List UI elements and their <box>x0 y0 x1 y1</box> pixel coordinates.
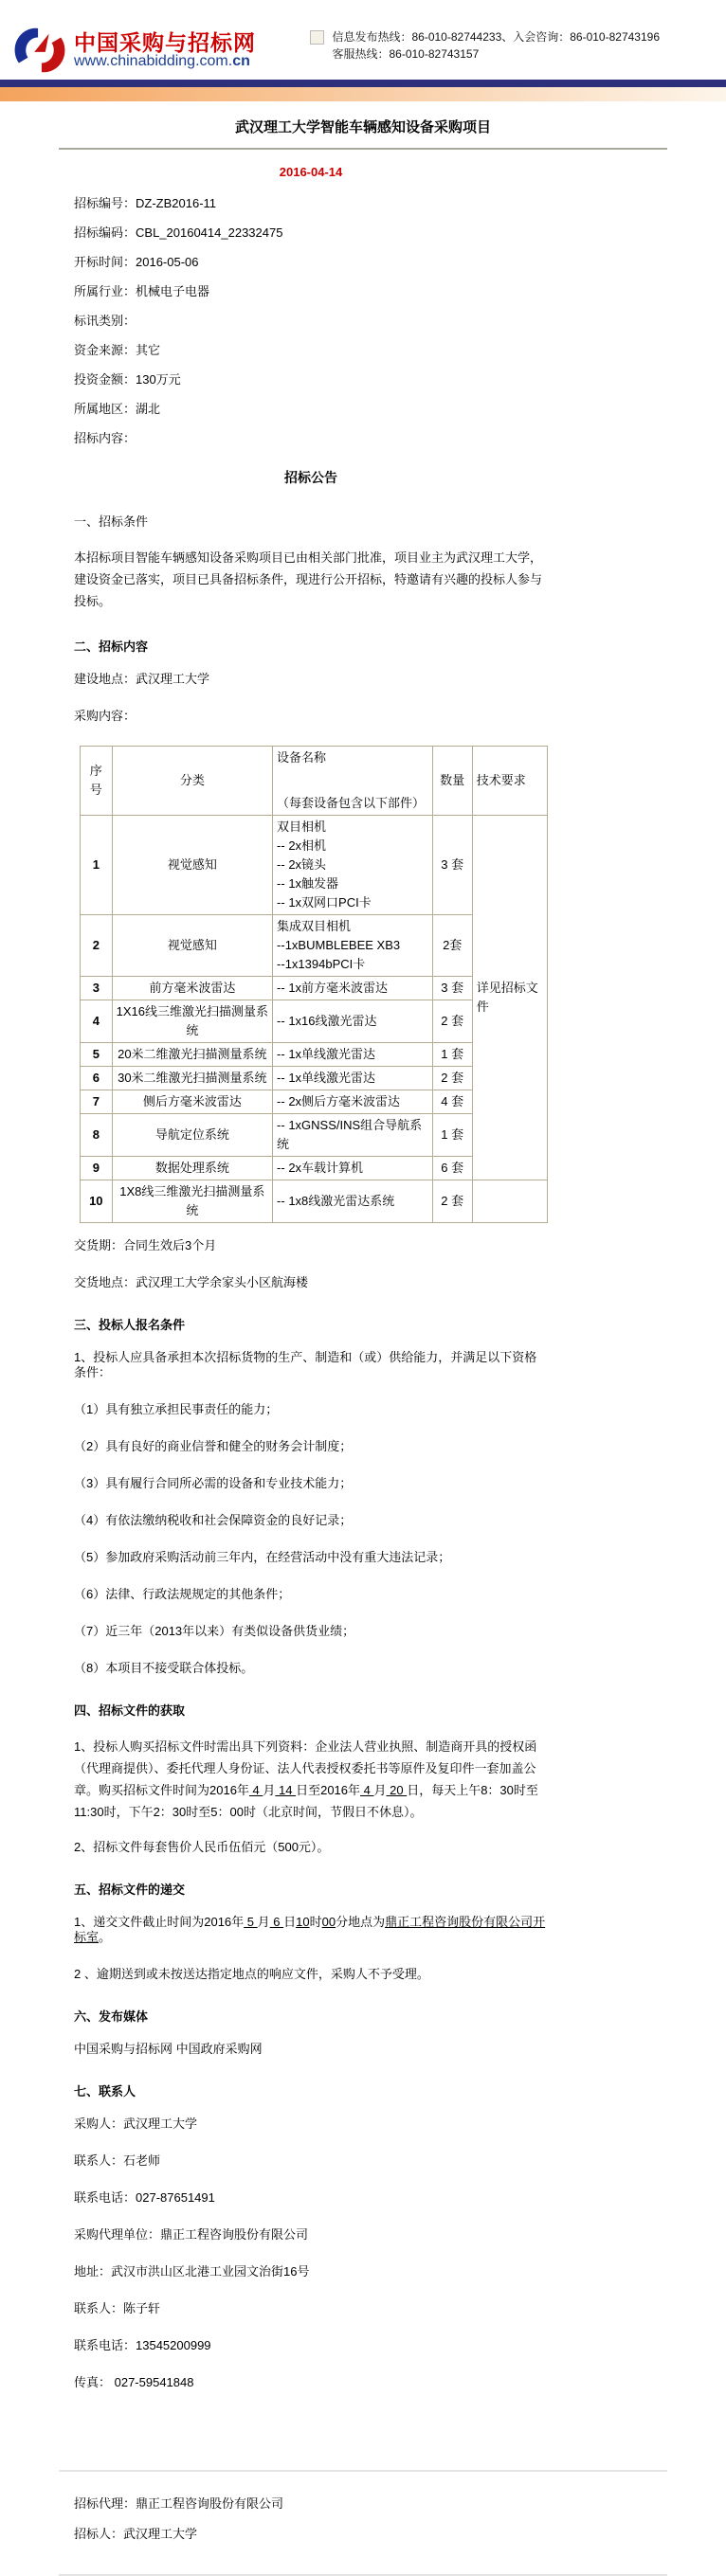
meta-label: 开标时间： <box>74 255 136 269</box>
row-no: 2 <box>81 915 113 977</box>
site-url-main: www.chinabidding.com. <box>74 52 233 69</box>
text-run: 日 <box>283 1915 297 1929</box>
meta-label: 招标内容： <box>74 431 136 445</box>
meta-industry <box>74 284 548 298</box>
footer-agent-line: 招标代理：鼎正工程咨询股份有限公司 <box>74 2496 284 2511</box>
row-device: -- 1x前方毫米波雷达 <box>273 977 433 1000</box>
site-url-tld: cn <box>232 52 250 69</box>
row-no: 1 <box>81 816 113 915</box>
row-device: -- 2x车载计算机 <box>273 1157 433 1180</box>
underlined-value: 00 <box>321 1915 336 1929</box>
meta-label: 招标编号： <box>74 196 136 210</box>
section3-heading: 三、投标人报名条件 <box>74 1318 186 1332</box>
row-no: 5 <box>81 1043 113 1067</box>
qualification-item: （3）具有履行合同所必需的设备和专业技术能力； <box>74 1476 353 1490</box>
site-header <box>0 0 726 80</box>
qualification-item: （2）具有良好的商业信誉和健全的财务会计制度； <box>74 1439 353 1453</box>
row-qty: 2 套 <box>432 1000 472 1043</box>
meta-region <box>74 402 548 416</box>
row-no: 3 <box>81 977 113 1000</box>
row-qty: 3 套 <box>432 816 472 915</box>
meta-label: 投资金额： <box>74 372 136 387</box>
section5-paragraph1 <box>74 1915 548 1945</box>
footer-tenderee-line: 招标人：武汉理工大学 <box>74 2527 198 2541</box>
tech-req-note-cell: 详见招标文件 <box>472 816 547 1180</box>
section5-heading: 五、招标文件的递交 <box>74 1882 186 1897</box>
meta-investment <box>74 372 548 387</box>
publish-media-line: 中国采购与招标网 中国政府采购网 <box>74 2042 263 2056</box>
text-run: 日至2016年 <box>296 1783 361 1797</box>
contact-agency: 采购代理单位：鼎正工程咨询股份有限公司 <box>74 2227 309 2242</box>
row-device: -- 1x8线激光雷达系统 <box>273 1180 433 1223</box>
underlined-value: 5 <box>244 1915 258 1929</box>
row-no: 9 <box>81 1157 113 1180</box>
hotline-line-2: 客服热线：86-010-82743157 <box>332 47 480 61</box>
row-no: 7 <box>81 1090 113 1114</box>
section1-paragraph: 本招标项目智能车辆感知设备采购项目已由相关部门批准，项目业主为武汉理工大学，建设资金已落实，项目已具备招标条件，现进行公开招标，特邀请有兴趣的投标人参与投标。 <box>74 550 543 608</box>
meta-notice-type <box>74 314 548 328</box>
meta-tender-code <box>74 225 548 240</box>
row-category: 导航定位系统 <box>112 1114 272 1157</box>
table-row <box>81 816 548 915</box>
row-qty: 2 套 <box>432 1180 472 1223</box>
row-category: 30米二维激光扫描测量系统 <box>112 1067 272 1090</box>
row-device: -- 2x侧后方毫米波雷达 <box>273 1090 433 1114</box>
section3-intro: 1、投标人应具备承担本次招标货物的生产、制造和（或）供给能力，并满足以下资格条件： <box>74 1350 537 1379</box>
row-qty: 2 套 <box>432 1067 472 1090</box>
meta-value: DZ-ZB2016-11 <box>136 196 217 210</box>
row-category: 视觉感知 <box>112 915 272 977</box>
text-run: 分地点为 <box>336 1915 386 1929</box>
meta-label: 所属行业： <box>74 284 136 298</box>
section1-heading: 一、招标条件 <box>74 514 149 529</box>
section4-paragraph2: 2、招标文件每套售价人民币伍佰元（500元）。 <box>74 1840 330 1854</box>
meta-label: 所属地区： <box>74 402 136 416</box>
qualification-item: （4）有依法缴纳税收和社会保障资金的良好记录； <box>74 1513 353 1527</box>
contact-address: 地址：武汉市洪山区北港工业园文治街16号 <box>74 2264 310 2279</box>
document-footer <box>59 2470 667 2576</box>
row-no: 6 <box>81 1067 113 1090</box>
underlined-value: 10 <box>296 1915 310 1929</box>
device-line: -- 2x镜头 <box>277 857 327 872</box>
row-qty: 1 套 <box>432 1043 472 1067</box>
underlined-bid-room: 鼎正工程咨询股份有限公司开标室 <box>74 1915 546 1944</box>
meta-value: CBL_20160414_22332475 <box>136 225 283 240</box>
qualification-item: （6）法律、行政法规规定的其他条件； <box>74 1587 291 1601</box>
site-logo-text <box>74 31 256 70</box>
row-device: -- 1x单线激光雷达 <box>273 1067 433 1090</box>
row-category: 数据处理系统 <box>112 1157 272 1180</box>
row-qty: 3 套 <box>432 977 472 1000</box>
meta-value: 机械电子电器 <box>136 284 210 298</box>
page-title: 武汉理工大学智能车辆感知设备采购项目 <box>234 119 491 135</box>
device-line: -- 1x触发器 <box>277 876 339 891</box>
row-qty: 6 套 <box>432 1157 472 1180</box>
row-device <box>273 915 433 977</box>
orange-gradient-bar <box>0 87 726 101</box>
row-no: 4 <box>81 1000 113 1043</box>
meta-tender-number <box>74 196 548 210</box>
hotline-block <box>310 28 713 76</box>
qualification-item: （5）参加政府采购活动前三年内，在经营活动中没有重大违法记录； <box>74 1550 451 1564</box>
hotline-line-1: 信息发布热线：86-010-82744233、入会咨询：86-010-82743196 <box>332 30 660 44</box>
meta-label: 招标编码： <box>74 225 136 240</box>
qualification-item: （7）近三年（2013年以来）有类似设备供货业绩； <box>74 1624 355 1638</box>
device-line: --1xBUMBLEBEE XB3 <box>277 938 401 952</box>
col-header-no: 序号 <box>81 747 113 816</box>
text-run: 。 <box>99 1930 112 1944</box>
row-device: -- 1x16线激光雷达 <box>273 1000 433 1043</box>
delivery-place-line: 交货地点：武汉理工大学余家头小区航海楼 <box>74 1275 309 1289</box>
underlined-value: 6 <box>269 1915 284 1929</box>
site-logo[interactable] <box>11 25 256 76</box>
section5-paragraph2: 2 、逾期送到或未按送达指定地点的响应文件，采购人不予受理。 <box>74 1967 429 1981</box>
col-header-category: 分类 <box>112 747 272 816</box>
meta-value: 其它 <box>136 343 161 357</box>
row-category: 视觉感知 <box>112 816 272 915</box>
table-row <box>81 1180 548 1223</box>
contact-fax: 传真： 027-59541848 <box>74 2375 194 2389</box>
site-url <box>74 54 256 70</box>
row-qty: 2套 <box>432 915 472 977</box>
row-category: 1X8线三维激光扫描测量系统 <box>112 1180 272 1223</box>
publish-date: 2016-04-14 <box>279 165 343 179</box>
equipment-table <box>80 746 548 1223</box>
meta-value: 130万元 <box>136 372 181 387</box>
col-header-qty: 数量 <box>432 747 472 816</box>
device-line: -- 2x相机 <box>277 838 327 853</box>
qualification-item: （1）具有独立承担民事责任的能力； <box>74 1402 279 1416</box>
text-run: 月 <box>373 1783 387 1797</box>
row-qty: 4 套 <box>432 1090 472 1114</box>
meta-value: 湖北 <box>136 402 161 416</box>
underlined-value: 4 <box>360 1783 374 1797</box>
col-header-tech: 技术要求 <box>472 747 547 816</box>
row-device: -- 1x单线激光雷达 <box>273 1043 433 1067</box>
text-run: 月 <box>263 1783 276 1797</box>
row-category: 20米二维激光扫描测量系统 <box>112 1043 272 1067</box>
build-site-line: 建设地点：武汉理工大学 <box>74 672 210 686</box>
notice-heading: 招标公告 <box>284 470 337 485</box>
device-line: -- 1x双网口PCI卡 <box>277 895 372 910</box>
meta-fund-source <box>74 343 548 357</box>
device-line: --1x1394bPCI卡 <box>277 957 366 971</box>
row-category: 侧后方毫米波雷达 <box>112 1090 272 1114</box>
contact-purchaser: 采购人：武汉理工大学 <box>74 2117 198 2131</box>
section6-heading: 六、发布媒体 <box>74 2009 149 2024</box>
section7-heading: 七、联系人 <box>74 2084 136 2099</box>
underlined-value: 14 <box>275 1783 297 1797</box>
meta-label: 标讯类别： <box>74 314 136 328</box>
site-logo-icon <box>11 25 68 76</box>
contact-person-2: 联系人：陈子轩 <box>74 2301 161 2315</box>
section4-heading: 四、招标文件的获取 <box>74 1703 186 1718</box>
table-header-row <box>81 747 548 816</box>
text-run: 时 <box>309 1915 322 1929</box>
col-header-device-line2: （每套设备包含以下部件） <box>277 796 426 810</box>
site-name: 中国采购与招标网 <box>74 29 256 55</box>
underlined-value: 4 <box>248 1783 263 1797</box>
meta-value: 2016-05-06 <box>136 255 199 269</box>
row-device <box>273 816 433 915</box>
col-header-device <box>273 747 433 816</box>
device-line: 集成双目相机 <box>277 919 352 933</box>
bullet-square-icon <box>310 30 324 45</box>
text-run: 1、投标人购买招标文件时需出具下列资料：企业法人营业执照、制造商开具的授权函（代理商提供）、委托代理人身份证、法人代表授权委托书等原件及复印件一套加盖公章。购买招标文件时间为2016年 <box>74 1739 537 1797</box>
contact-person-1: 联系人：石老师 <box>74 2153 161 2168</box>
col-header-device-line1: 设备名称 <box>277 750 327 765</box>
row-qty: 1 套 <box>432 1114 472 1157</box>
device-line: 双目相机 <box>277 820 327 834</box>
text-run: 月 <box>257 1915 270 1929</box>
text-run: 1、递交文件截止时间为2016年 <box>74 1915 245 1929</box>
meta-label: 资金来源： <box>74 343 136 357</box>
row-device: -- 1xGNSS/INS组合导航系统 <box>273 1114 433 1157</box>
text-run: 日，每天上午8：30时至11:30时，下午2：30时至5：00时（北京时间，节假日不休息）。 <box>74 1783 538 1819</box>
qualification-item: （8）本项目不接受联合体投标。 <box>74 1661 254 1675</box>
row-category: 1X16线三维激光扫描测量系统 <box>112 1000 272 1043</box>
title-divider <box>59 148 667 150</box>
delivery-time-line: 交货期：合同生效后3个月 <box>74 1238 217 1252</box>
purchase-content-label: 采购内容： <box>74 709 136 723</box>
row-no: 10 <box>81 1180 113 1223</box>
navy-divider-bar <box>0 80 726 87</box>
contact-phone-1: 联系电话：027-87651491 <box>74 2190 215 2205</box>
section2-heading: 二、招标内容 <box>74 639 149 654</box>
row-category: 前方毫米波雷达 <box>112 977 272 1000</box>
tech-req-empty-cell <box>472 1180 547 1223</box>
article-body <box>74 165 548 2390</box>
row-no: 8 <box>81 1114 113 1157</box>
section4-paragraph1 <box>74 1736 548 1823</box>
underlined-value: 20 <box>386 1783 408 1797</box>
meta-content <box>74 431 548 445</box>
meta-open-time <box>74 255 548 269</box>
contact-phone-2: 联系电话：13545200999 <box>74 2338 211 2352</box>
